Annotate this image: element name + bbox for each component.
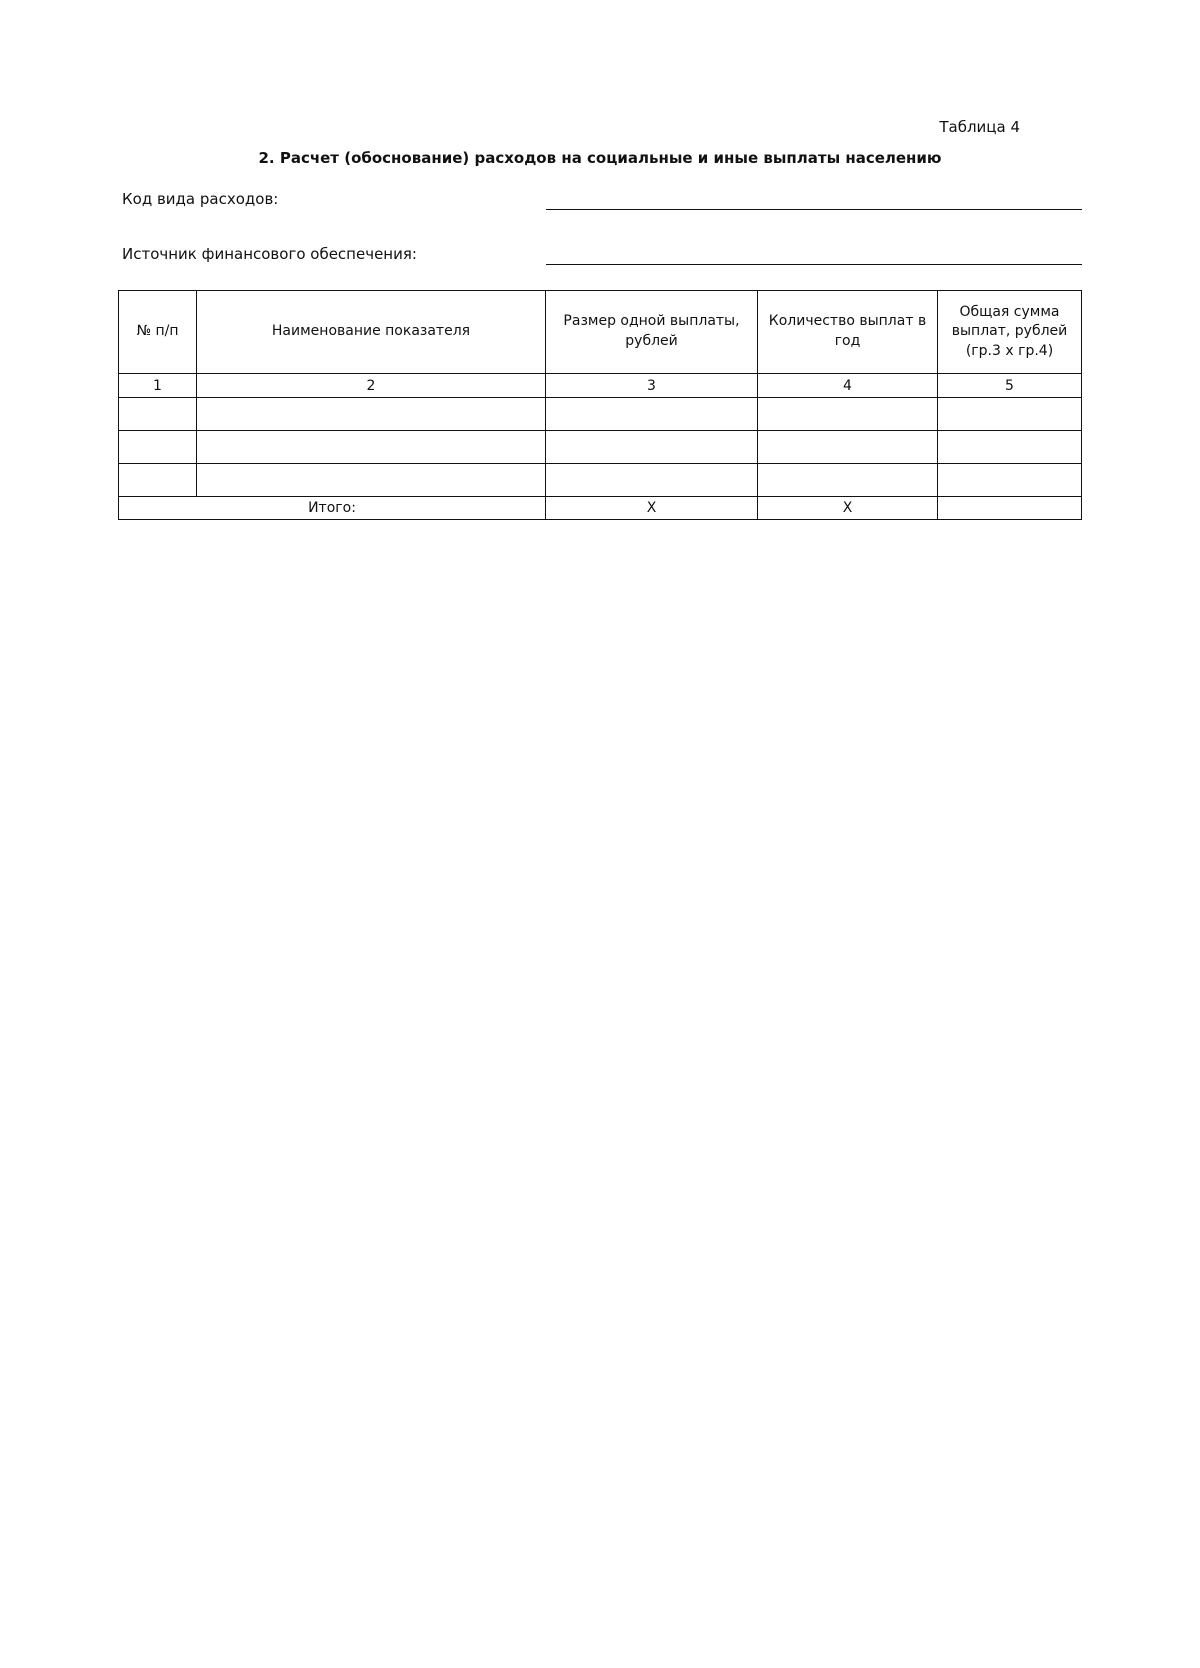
funding-source-line [546, 264, 1082, 265]
table-cell [938, 398, 1082, 431]
table-cell [119, 431, 197, 464]
table-cell [938, 431, 1082, 464]
table-header-row [119, 291, 1082, 374]
table-cell [758, 398, 938, 431]
funding-source-label: Источник финансового обеспечения: [122, 245, 417, 263]
column-number-cell: 4 [758, 374, 938, 398]
column-header-number: № п/п [119, 291, 197, 374]
table-cell [546, 431, 758, 464]
expense-code-label: Код вида расходов: [122, 190, 279, 208]
table-cell [197, 398, 546, 431]
total-col3: X [546, 497, 758, 520]
payments-table [118, 290, 1082, 520]
table-cell [197, 431, 546, 464]
table-cell [546, 398, 758, 431]
column-header-indicator-name: Наименование показателя [197, 291, 546, 374]
table-cell [119, 464, 197, 497]
column-numbers-row [119, 374, 1082, 398]
funding-source-field [122, 245, 1082, 275]
expense-code-field [122, 190, 1082, 220]
total-col5 [938, 497, 1082, 520]
column-number-cell: 5 [938, 374, 1082, 398]
table-cell [197, 464, 546, 497]
table-cell [758, 431, 938, 464]
table-row [119, 431, 1082, 464]
column-header-payment-size: Размер одной выплаты, рублей [546, 291, 758, 374]
total-row [119, 497, 1082, 520]
table-cell [758, 464, 938, 497]
table-cell [938, 464, 1082, 497]
column-header-total-amount: Общая сумма выплат, рублей (гр.3 х гр.4) [938, 291, 1082, 374]
table-cell [546, 464, 758, 497]
column-number-cell: 1 [119, 374, 197, 398]
column-header-payments-per-year: Количество выплат в год [758, 291, 938, 374]
table-cell [119, 398, 197, 431]
document-title: 2. Расчет (обоснование) расходов на социальные и иные выплаты населению [258, 149, 942, 167]
expense-code-line [546, 209, 1082, 210]
column-number-cell: 2 [197, 374, 546, 398]
total-col4: X [758, 497, 938, 520]
column-number-cell: 3 [546, 374, 758, 398]
table-number: Таблица 4 [939, 118, 1020, 136]
table-row [119, 398, 1082, 431]
table-row [119, 464, 1082, 497]
total-label: Итого: [119, 497, 546, 520]
